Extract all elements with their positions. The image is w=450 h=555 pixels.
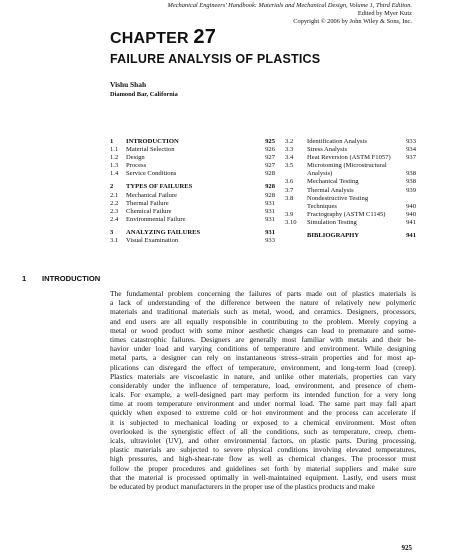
toc-entry xyxy=(285,162,416,170)
toc-entry-number: 3.5 xyxy=(285,162,294,170)
body-line: Plastics materials are viscoelastic in nature, and unlike other materials, properties can vary xyxy=(110,371,416,381)
body-line: The fundamental problem concerning the failures of parts made out of plastics materials is xyxy=(110,289,416,298)
toc-entry-title: Chemical Failure xyxy=(126,207,172,215)
body-line: metal or wood product with some minor aesthetic changes can lead to premature and some- xyxy=(110,325,416,335)
chapter-number: 27 xyxy=(193,26,217,48)
toc-entry-page: 928 xyxy=(265,183,275,191)
body-line: quickly when exposed to extreme cold or hot environment and the process can accelerate if xyxy=(110,408,416,418)
toc-entry xyxy=(285,170,416,178)
toc-entry-number: 1.3 xyxy=(110,162,119,170)
body-line: icals, ultraviolet (UV), and other environmental factors, on plastic parts. During processing, xyxy=(110,436,416,445)
author-name: Vishu Shah xyxy=(110,80,147,89)
toc-entry xyxy=(110,154,275,162)
toc-entry xyxy=(110,146,275,154)
toc-entry-page: 941 xyxy=(406,232,416,240)
toc-entry-page: 939 xyxy=(406,186,416,194)
toc-entry-title: INTRODUCTION xyxy=(126,138,179,145)
toc-entry-page: 925 xyxy=(265,138,275,145)
toc-entry xyxy=(285,187,416,195)
body-line: it is subjected to mechanical loading or exposed to a chemical environment. Most often xyxy=(110,417,416,427)
toc-entry-title: Nondestructive Testing xyxy=(307,194,369,202)
toc-entry-page: 927 xyxy=(265,162,275,170)
toc-entry-page: 940 xyxy=(406,210,416,218)
toc-entry-title: TYPES OF FAILURES xyxy=(126,183,193,191)
toc-entry-page: 931 xyxy=(265,199,275,207)
toc-entry-title: ANALYZING FAILURES xyxy=(126,228,201,236)
toc-entry-title: Thermal Analysis xyxy=(307,186,354,194)
toc-entry-number: 3.10 xyxy=(285,218,297,226)
toc-entry-page: 931 xyxy=(265,207,275,215)
toc-entry xyxy=(285,138,416,146)
toc-entry-page: 938 xyxy=(406,170,416,178)
toc-entry xyxy=(285,232,416,240)
toc-entry-number: 3.8 xyxy=(285,194,294,202)
toc-entry-title: BIBLIOGRAPHY xyxy=(307,232,360,240)
toc-entry xyxy=(110,170,275,178)
header-editor: Edited by Myer Kutz xyxy=(357,10,412,18)
toc-entry-page: 931 xyxy=(265,228,275,236)
toc-entry-page: 934 xyxy=(406,146,416,154)
section-title: INTRODUCTION xyxy=(42,274,101,283)
author-affiliation: Diamond Bar, California xyxy=(110,91,178,98)
toc-entry xyxy=(110,200,275,208)
toc-entry xyxy=(110,162,275,170)
toc-entry-page: 928 xyxy=(265,170,275,178)
toc-entry-number: 3 xyxy=(110,228,114,236)
toc-entry xyxy=(285,219,416,227)
toc-entry-page: 928 xyxy=(265,191,275,199)
toc-entry-title: Mechanical Testing xyxy=(307,178,359,186)
toc-entry xyxy=(110,192,275,200)
toc-entry-number: 1 xyxy=(110,138,114,145)
toc-entry-title: Identification Analysis xyxy=(307,138,367,145)
toc-entry-title: Mechanical Failure xyxy=(126,191,178,199)
toc-entry-page: 926 xyxy=(265,146,275,154)
toc-entry-title: Thermal Failure xyxy=(126,199,169,207)
toc-entry-title: Environmental Failure xyxy=(126,215,186,223)
toc-entry-number: 3.3 xyxy=(285,146,294,154)
body-line: follow the proper procedures and guidelines set forth by material suppliers and make sure xyxy=(110,463,416,473)
toc-entry-title: Analysis) xyxy=(307,170,333,178)
toc-entry-title: Heat Reversion (ASTM F1057) xyxy=(307,154,391,162)
toc-entry-title: Design xyxy=(126,154,145,162)
toc-entry-title: Visual Examination xyxy=(126,237,179,245)
body-line: a lack of understanding of the difference between the nature of relatively new polymeric xyxy=(110,298,416,308)
toc-entry-number: 2.1 xyxy=(110,191,119,199)
body-line: that the material is processed optimally in well-maintained equipment. Lastly, end users must xyxy=(110,472,416,482)
chapter-title: FAILURE ANALYSIS OF PLASTICS xyxy=(110,52,321,66)
toc-entry-title: Stress Analysis xyxy=(307,146,348,154)
toc-entry-title: Fractography (ASTM C1145) xyxy=(307,210,386,218)
toc-entry-title: Process xyxy=(126,162,147,170)
table-of-contents-left xyxy=(110,138,275,245)
body-line: metal parts, a designer can rely on instantaneous stress–strain properties and for most ap- xyxy=(110,353,416,363)
toc-entry-page: 937 xyxy=(406,154,416,162)
toc-entry xyxy=(285,195,416,203)
body-line: overlooked is the synergistic effect of all the conditions, such as temperature, creep, chem- xyxy=(110,426,416,436)
page-number: 925 xyxy=(401,544,412,552)
toc-entry-number: 3.7 xyxy=(285,186,294,194)
body-line: icals. For example, a well-designed part may perform its intended function for a very long xyxy=(110,390,416,400)
body-line: high pressures, and high-shear-rate flow as well as chemical changes. The processor must xyxy=(110,454,416,464)
toc-entry xyxy=(285,203,416,211)
toc-entry-number: 3.4 xyxy=(285,154,294,162)
body-line: times catastrophic failures. Designers are generally most familiar with metals and their be- xyxy=(110,334,416,344)
toc-entry xyxy=(110,237,275,245)
chapter-label xyxy=(110,26,216,49)
toc-entry-page: 927 xyxy=(265,154,275,162)
toc-entry-title: Material Selection xyxy=(126,146,175,154)
toc-entry-title: Simulation Testing xyxy=(307,218,357,226)
toc-entry-page: 933 xyxy=(406,138,416,145)
body-paragraph xyxy=(110,289,416,491)
toc-entry-number: 1.4 xyxy=(110,170,119,178)
toc-entry-number: 2.3 xyxy=(110,207,119,215)
toc-entry-number: 3.6 xyxy=(285,178,294,186)
body-line: plications can disregard the effect of temperature, environment, and long-term load (creep). xyxy=(110,362,416,372)
body-line: considerably under the influence of temperature, load, environment, and presence of chem- xyxy=(110,380,416,390)
toc-entry xyxy=(285,146,416,154)
toc-entry-number: 3.2 xyxy=(285,138,294,145)
header-book-title: Mechanical Engineers' Handbook: Materials and Mechanical Design, Volume 1, Third Edition. xyxy=(167,2,412,9)
toc-entry-title: Service Conditions xyxy=(126,170,177,178)
header-copyright: Copyright © 2006 by John Wiley & Sons, Inc. xyxy=(293,18,412,26)
toc-entry xyxy=(110,183,275,191)
body-line: time at room temperature environment and under normal load. The same part may fall apart xyxy=(110,399,416,409)
toc-entry-number: 2 xyxy=(110,183,114,191)
toc-entry-number: 2.2 xyxy=(110,199,119,207)
section-heading xyxy=(22,274,100,283)
toc-entry-page: 941 xyxy=(406,218,416,226)
toc-entry-number: 2.4 xyxy=(110,215,119,223)
toc-entry xyxy=(110,208,275,216)
toc-entry xyxy=(285,154,416,162)
body-line: havior under load and varying conditions of temperature and environment. While designing xyxy=(110,344,416,354)
chapter-word: CHAPTER xyxy=(110,30,189,47)
running-header xyxy=(168,2,412,27)
toc-entry-number: 1.1 xyxy=(110,146,119,154)
toc-entry-number: 1.2 xyxy=(110,154,119,162)
toc-entry xyxy=(110,138,275,146)
toc-entry-title: Techniques xyxy=(307,202,337,210)
toc-entry-page: 938 xyxy=(406,178,416,186)
toc-entry xyxy=(285,211,416,219)
toc-entry xyxy=(110,229,275,237)
toc-entry-page: 933 xyxy=(265,237,275,245)
toc-entry-title: Microtoming (Microstructural xyxy=(307,162,387,170)
section-number: 1 xyxy=(22,274,27,283)
toc-entry-page: 931 xyxy=(265,215,275,223)
body-line: and end users are all equally responsible in contributing to the problem. Merely copying a xyxy=(110,316,416,326)
body-line: materials and traditional materials such as metal, wood, and ceramics. Designers, processors, xyxy=(110,307,416,317)
table-of-contents-right xyxy=(285,138,416,240)
toc-entry-number: 3.9 xyxy=(285,210,294,218)
body-line: be educated by product manufacturers in the proper use of the plastics products and make xyxy=(110,481,375,491)
toc-entry xyxy=(285,178,416,186)
toc-entry-number: 3.1 xyxy=(110,237,119,245)
body-line: plastic materials are subjected to severe physical conditions involving elevated temperatures, xyxy=(110,445,416,455)
toc-entry-page: 940 xyxy=(406,202,416,210)
toc-entry xyxy=(110,216,275,224)
